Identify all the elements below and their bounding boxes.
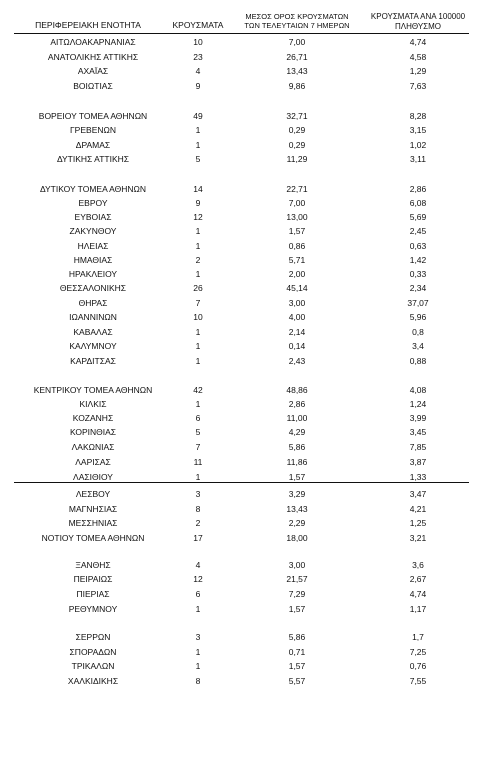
cases-cell: 1 [195, 661, 201, 671]
region-cell: ΚΟΡΙΝΘΙΑΣ [69, 427, 117, 437]
cases-cell: 7 [195, 442, 201, 452]
cases-cell: 1 [195, 341, 201, 351]
per-100k-cell: 1,24 [409, 399, 427, 409]
avg-7days-cell: 2,43 [288, 356, 306, 366]
per-100k-cell: 3,99 [409, 413, 427, 423]
region-cell: ΚΑΒΑΛΑΣ [73, 327, 113, 337]
region-cell: ΖΑΚΥΝΘΟΥ [69, 226, 117, 236]
avg-7days-cell: 13,43 [286, 66, 308, 76]
region-cell: ΛΑΚΩΝΙΑΣ [71, 442, 115, 452]
table-row [0, 268, 483, 281]
region-cell: ΛΑΡΙΣΑΣ [75, 457, 111, 467]
region-cell: ΒΟΡΕΙΟΥ ΤΟΜΕΑ ΑΘΗΝΩΝ [38, 111, 148, 121]
avg-7days-cell: 13,43 [286, 504, 308, 514]
table-row [0, 412, 483, 425]
avg-7days-cell: 9,86 [288, 81, 306, 91]
avg-7days-cell: 5,86 [288, 632, 306, 642]
cases-cell: 6 [195, 589, 201, 599]
table-row [0, 340, 483, 353]
region-cell: ΛΑΣΙΘΙΟΥ [73, 472, 113, 482]
region-cell: ΓΡΕΒΕΝΩΝ [70, 125, 116, 135]
per-100k-cell: 3,15 [409, 125, 427, 135]
per-100k-cell: 0,33 [409, 269, 427, 279]
per-100k-cell: 2,67 [409, 574, 427, 584]
region-cell: ΗΛΕΙΑΣ [77, 241, 109, 251]
avg-7days-cell: 3,29 [288, 489, 306, 499]
region-cell: ΜΑΓΝΗΣΙΑΣ [68, 504, 118, 514]
per-100k-cell: 0,76 [409, 661, 427, 671]
cases-cell: 17 [193, 533, 203, 543]
per-100k-cell: 3,11 [410, 154, 426, 164]
avg-7days-cell: 0,71 [288, 647, 306, 657]
region-cell: ΔΥΤΙΚΟΥ ΤΟΜΕΑ ΑΘΗΝΩΝ [39, 184, 147, 194]
cases-cell: 1 [195, 604, 201, 614]
table-row [0, 603, 483, 616]
header-per100k-line1: ΚΡΟΥΣΜΑΤΑ ΑΝΑ 100000 [370, 12, 466, 21]
table-row [0, 36, 483, 49]
per-100k-cell: 7,85 [409, 442, 427, 452]
per-100k-cell: 7,25 [409, 647, 427, 657]
region-cell: ΣΠΟΡΑΔΩΝ [69, 647, 117, 657]
avg-7days-cell: 2,29 [288, 518, 306, 528]
per-100k-cell: 6,08 [409, 198, 427, 208]
avg-7days-cell: 1,57 [288, 472, 306, 482]
avg-7days-cell: 18,00 [286, 533, 308, 543]
region-cell: ΑΧΑΪΑΣ [77, 66, 109, 76]
cases-cell: 14 [193, 184, 203, 194]
cases-cell: 26 [193, 283, 203, 293]
per-100k-cell: 4,08 [409, 385, 427, 395]
table-row [0, 631, 483, 644]
avg-7days-cell: 11,29 [286, 154, 308, 164]
region-cell: ΚΟΖΑΝΗΣ [72, 413, 114, 423]
cases-cell: 1 [195, 327, 201, 337]
region-cell: ΠΙΕΡΙΑΣ [76, 589, 110, 599]
avg-7days-cell: 11,00 [286, 413, 308, 423]
avg-7days-cell: 13,00 [286, 212, 308, 222]
table-row [0, 240, 483, 253]
avg-7days-cell: 4,00 [288, 312, 306, 322]
cases-cell: 1 [195, 125, 201, 135]
per-100k-cell: 5,96 [409, 312, 427, 322]
avg-7days-cell: 7,29 [288, 589, 306, 599]
avg-7days-cell: 5,57 [288, 676, 306, 686]
cases-cell: 7 [195, 298, 201, 308]
table-row [0, 153, 483, 166]
per-100k-cell: 3,4 [412, 341, 424, 351]
per-100k-cell: 1,7 [412, 632, 424, 642]
table-row [0, 573, 483, 586]
avg-7days-cell: 7,00 [288, 37, 306, 47]
region-cell: ΚΑΡΔΙΤΣΑΣ [70, 356, 116, 366]
cases-cell: 8 [195, 504, 201, 514]
table-row [0, 225, 483, 238]
region-cell: ΤΡΙΚΑΛΩΝ [71, 661, 115, 671]
per-100k-cell: 4,58 [409, 52, 427, 62]
table-row [0, 110, 483, 123]
cases-cell: 11 [193, 457, 203, 467]
per-100k-cell: 1,33 [409, 472, 427, 482]
per-100k-cell: 1,02 [409, 140, 427, 150]
table-row [0, 139, 483, 152]
region-cell: ΔΡΑΜΑΣ [75, 140, 111, 150]
cases-cell: 12 [193, 212, 203, 222]
table-row [0, 65, 483, 78]
table-row [0, 398, 483, 411]
avg-7days-cell: 3,00 [288, 298, 306, 308]
per-100k-cell: 3,87 [409, 457, 427, 467]
region-cell: ΧΑΛΚΙΔΙΚΗΣ [67, 676, 119, 686]
table-row [0, 588, 483, 601]
cases-cell: 23 [193, 52, 203, 62]
per-100k-cell: 5,69 [409, 212, 427, 222]
table-row [0, 456, 483, 469]
avg-7days-cell: 4,29 [288, 427, 306, 437]
header-avg-line1: ΜΕΣΟΣ ΟΡΟΣ ΚΡΟΥΣΜΑΤΩΝ [245, 12, 349, 21]
avg-7days-cell: 7,00 [288, 198, 306, 208]
avg-7days-cell: 0,29 [288, 125, 306, 135]
table-row [0, 503, 483, 516]
per-100k-cell: 1,17 [409, 604, 427, 614]
cases-cell: 10 [193, 312, 203, 322]
avg-7days-cell: 0,86 [288, 241, 306, 251]
avg-7days-cell: 2,86 [288, 399, 306, 409]
table-row [0, 426, 483, 439]
cases-cell: 8 [195, 676, 201, 686]
cases-cell: 9 [195, 198, 201, 208]
per-100k-cell: 3,45 [409, 427, 427, 437]
header-per100k-line2: ΠΛΗΘΥΣΜΟ [394, 22, 442, 31]
cases-cell: 4 [195, 560, 201, 570]
table-row [0, 282, 483, 295]
avg-7days-cell: 48,86 [286, 385, 308, 395]
region-cell: ΑΝΑΤΟΛΙΚΗΣ ΑΤΤΙΚΗΣ [47, 52, 139, 62]
table-row [0, 675, 483, 688]
per-100k-cell: 7,63 [409, 81, 427, 91]
header-cases: ΚΡΟΥΣΜΑΤΑ [172, 20, 224, 30]
cases-cell: 2 [195, 255, 201, 265]
avg-7days-cell: 1,57 [288, 226, 306, 236]
table-row [0, 471, 483, 484]
avg-7days-cell: 5,71 [288, 255, 306, 265]
table-row [0, 517, 483, 530]
header-region: ΠΕΡΙΦΕΡΕΙΑΚΗ ΕΝΟΤΗΤΑ [35, 20, 141, 30]
avg-7days-cell: 2,00 [288, 269, 306, 279]
cases-cell: 49 [193, 111, 203, 121]
region-cell: ΘΗΡΑΣ [78, 298, 108, 308]
table-row [0, 660, 483, 673]
cases-cell: 3 [195, 489, 201, 499]
avg-7days-cell: 11,86 [286, 457, 308, 467]
region-cell: ΔΥΤΙΚΗΣ ΑΤΤΙΚΗΣ [56, 154, 130, 164]
table-row [0, 441, 483, 454]
table-row [0, 532, 483, 545]
table-row [0, 311, 483, 324]
cases-cell: 1 [195, 140, 201, 150]
cases-cell: 4 [195, 66, 201, 76]
table-row [0, 488, 483, 501]
region-cell: ΣΕΡΡΩΝ [75, 632, 111, 642]
avg-7days-cell: 45,14 [286, 283, 308, 293]
cases-cell: 1 [195, 241, 201, 251]
per-100k-cell: 4,21 [409, 504, 427, 514]
table-row [0, 326, 483, 339]
per-100k-cell: 2,34 [409, 283, 427, 293]
per-100k-cell: 4,74 [409, 37, 427, 47]
region-cell: ΕΒΡΟΥ [78, 198, 108, 208]
cases-cell: 1 [195, 399, 201, 409]
avg-7days-cell: 0,29 [288, 140, 306, 150]
region-cell: ΠΕΙΡΑΙΩΣ [73, 574, 113, 584]
header-divider [14, 33, 469, 34]
per-100k-cell: 3,21 [409, 533, 427, 543]
region-cell: ΞΑΝΘΗΣ [75, 560, 111, 570]
cases-cell: 5 [195, 427, 201, 437]
per-100k-cell: 3,47 [409, 489, 427, 499]
table-row [0, 183, 483, 196]
per-100k-cell: 2,86 [409, 184, 427, 194]
avg-7days-cell: 22,71 [286, 184, 308, 194]
table-row [0, 646, 483, 659]
per-100k-cell: 7,55 [409, 676, 427, 686]
per-100k-cell: 2,45 [409, 226, 427, 236]
header-avg-7days [236, 12, 358, 30]
header-avg-line2: ΤΩΝ ΤΕΛΕΥΤΑΙΩΝ 7 ΗΜΕΡΩΝ [244, 21, 350, 30]
avg-7days-cell: 1,57 [288, 604, 306, 614]
avg-7days-cell: 3,00 [288, 560, 306, 570]
table-row [0, 51, 483, 64]
avg-7days-cell: 5,86 [288, 442, 306, 452]
cases-cell: 9 [195, 81, 201, 91]
table-row [0, 559, 483, 572]
cases-cell: 1 [195, 269, 201, 279]
region-cell: ΕΥΒΟΙΑΣ [74, 212, 112, 222]
table-row [0, 355, 483, 368]
cases-cell: 5 [195, 154, 201, 164]
cases-cell: 1 [195, 356, 201, 366]
per-100k-cell: 0,88 [409, 356, 427, 366]
table-row [0, 211, 483, 224]
avg-7days-cell: 26,71 [286, 52, 308, 62]
region-cell: ΑΙΤΩΛΟΑΚΑΡΝΑΝΙΑΣ [50, 37, 136, 47]
cases-cell: 10 [193, 37, 203, 47]
region-cell: ΝΟΤΙΟΥ ΤΟΜΕΑ ΑΘΗΝΩΝ [41, 533, 145, 543]
avg-7days-cell: 2,14 [288, 327, 306, 337]
cases-cell: 12 [193, 574, 203, 584]
per-100k-cell: 1,29 [409, 66, 427, 76]
cases-cell: 6 [195, 413, 201, 423]
per-100k-cell: 0,63 [409, 241, 427, 251]
table-row [0, 124, 483, 137]
region-cell: ΙΩΑΝΝΙΝΩΝ [69, 312, 117, 322]
avg-7days-cell: 32,71 [286, 111, 308, 121]
avg-7days-cell: 0,14 [288, 341, 306, 351]
region-cell: ΗΜΑΘΙΑΣ [73, 255, 113, 265]
per-100k-cell: 8,28 [409, 111, 427, 121]
cases-cell: 1 [195, 647, 201, 657]
cases-cell: 2 [195, 518, 201, 528]
region-cell: ΡΕΘΥΜΝΟΥ [68, 604, 118, 614]
avg-7days-cell: 1,57 [288, 661, 306, 671]
region-cell: ΘΕΣΣΑΛΟΝΙΚΗΣ [59, 283, 127, 293]
cases-cell: 1 [195, 472, 201, 482]
region-cell: ΒΟΙΩΤΙΑΣ [73, 81, 113, 91]
per-100k-cell: 4,74 [409, 589, 427, 599]
cases-cell: 3 [195, 632, 201, 642]
per-100k-cell: 1,25 [409, 518, 427, 528]
region-cell: ΚΑΛΥΜΝΟΥ [69, 341, 117, 351]
cases-cell: 42 [193, 385, 203, 395]
table-row [0, 297, 483, 310]
table-row [0, 80, 483, 93]
avg-7days-cell: 21,57 [286, 574, 308, 584]
region-cell: ΜΕΣΣΗΝΙΑΣ [68, 518, 118, 528]
header-per-100k [362, 12, 474, 32]
region-cell: ΚΙΛΚΙΣ [79, 399, 107, 409]
table-row [0, 197, 483, 210]
table-row [0, 254, 483, 267]
table-row [0, 384, 483, 397]
region-cell: ΛΕΣΒΟΥ [75, 489, 111, 499]
per-100k-cell: 37,07 [407, 298, 429, 308]
cases-cell: 1 [195, 226, 201, 236]
per-100k-cell: 0,8 [412, 327, 424, 337]
region-cell: ΚΕΝΤΡΙΚΟΥ ΤΟΜΕΑ ΑΘΗΝΩΝ [33, 385, 153, 395]
per-100k-cell: 1,42 [409, 255, 427, 265]
region-cell: ΗΡΑΚΛΕΙΟΥ [68, 269, 118, 279]
per-100k-cell: 3,6 [412, 560, 424, 570]
